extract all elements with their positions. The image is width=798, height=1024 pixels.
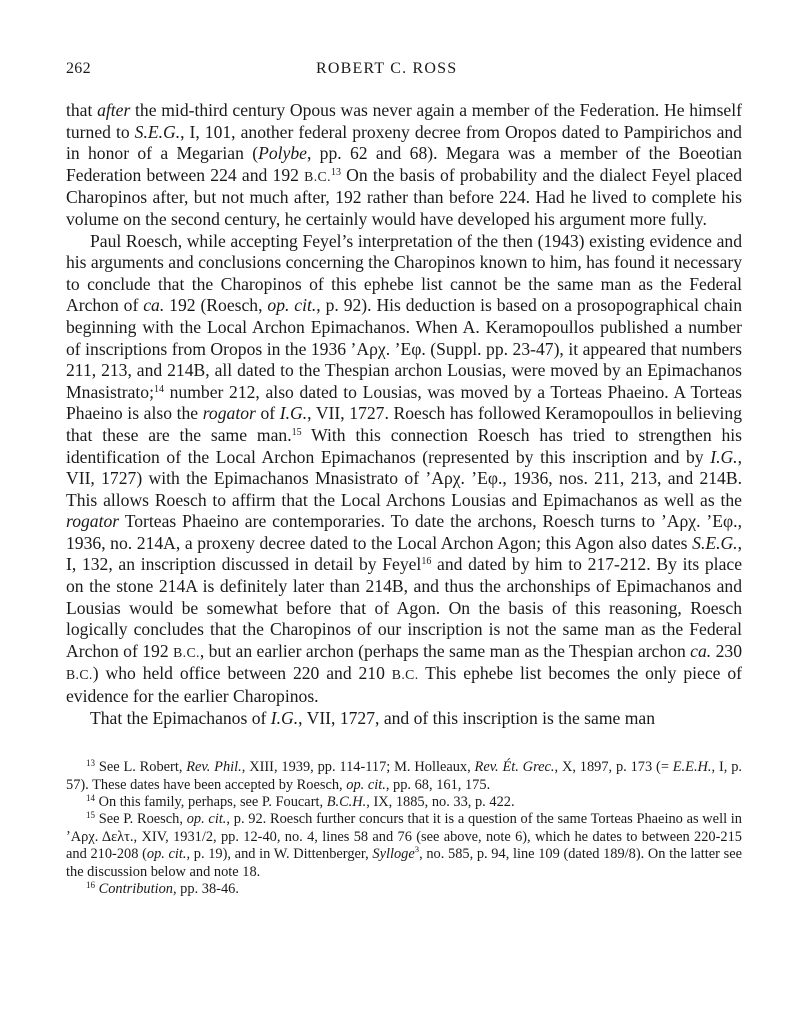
body-text [66,100,742,729]
footnote-16: $^{16}$ Contribution, pp. 38-46. [86,880,239,898]
paragraph-2: Paul Roesch, while accepting Feyel’s interpretation of the then (1943) existing evidence and his arguments and conclusions concerning the Charopinos known to him, has found it necessary to conclude that the Charopinos of this ephebe list cannot be the same man as the Federal Archon of ca. 192 (Roesch, op. cit., p. 92). His deduction is based on a prosopographical chain beginning with the Local Archon Epimachanos. When A. Keramopoullos published a number of inscriptions from Oropos in the 1936 ʼΑρχ. ʼΕφ. (Suppl. pp. 23-47), it appeared that numbers 211, 213, and 214B, all dated to the Thespian archon Lousias, were moved by an Epimachanos Mnasistrato;$^{14}$ number 212, also dated to Lousias, was moved by a Torteas Phaeino. A Torteas Phaeino is also the rogator of I.G., VII, 1727. Roesch has followed Keramopoullos in believing that these are the same man.$^{15}$ With this connection Roesch has tried to strengthen his identification of the Local Archon Epimachanos (represented by this inscription and by I.G., VII, 1727) with the Epimachanos Mnasistrato of ʼΑρχ. ʼΕφ., 1936, nos. 211, 213, and 214B. This allows Roesch to affirm that the Local Archons Lousias and Epimachanos as well as the rogator Torteas Phaeino are contemporaries. To date the archons, Roesch turns to ʼΑρχ. ʼΕφ., 1936, no. 214A, a proxeny decree dated to the Local Archon Agon; this Agon also dates S.E.G., I, 132, an inscription discussed in detail by Feyel$^{16}$ and dated by him to 217-212. By its place on the stone 214A is definitely later than 214B, and thus the archonships of Epimachanos and Lousias would be somewhat before that of Agon. On the basis of this reasoning, Roesch logically concludes that the Charopinos of our inscription is not the same man as the Federal Archon of 192 B.C., but an earlier archon (perhaps the same man as the Thespian archon ca. 230 B.C.) who held office between 220 and 210 B.C. This ephebe list becomes the only piece of evidence for the earlier Charopinos. [66,230,743,707]
footnote-ref-16: 16 [421,556,432,568]
page-number: 262 [66,60,91,77]
footnote-ref-13: 13 [330,166,341,178]
footnote-15: $^{15}$ See P. Roesch, op. cit., p. 92. Roesch further concurs that it is a question of the same Torteas Phaeino as well in ʼΑρχ. Δελτ., XIV, 1931/2, pp. 12-40, no. 4, lines 58 and 76 (see above, note 6), which he dates to between 220-215 and 210-208 (op. cit., p. 19), and in W. Dittenberger, Sylloge$^3$, no. 585, p. 94, line 109 (dated 189/8). On the latter see the discussion below and note 18. [66,810,743,880]
footnote-13: $^{13}$ See L. Robert, Rev. Phil., XIII, 1939, pp. 114-117; M. Holleaux, Rev. Ét. Grec., X, 1897, p. 173 (= E.E.H., I, p. 57). These dates have been accepted by Roesch, op. cit., pp. 68, 161, 175. [66,758,742,793]
footnote-ref-14: 14 [153,383,164,395]
footnote-ref-15: 15 [291,426,302,438]
paragraph-1: that after the mid-third century Opous was never again a member of the Federation. He himself turned to S.E.G., I, 101, another federal proxeny decree from Oropos dated to Pampirichos and in honor of a Megarian (Polybe, pp. 62 and 68). Megara was a member of the Boeotian Federation between 224 and 192 B.C.$^{13}$ On the basis of probability and the dialect Feyel placed Charopinos after, but not much after, 192 rather than before 224. Had he lived to complete his volume on the second century, he certainly would have developed his argument more fully. [66,100,743,229]
footnote-14: $^{14}$ On this family, perhaps, see P. Foucart, B.C.H., IX, 1885, no. 33, p. 422. [86,793,515,811]
running-head [66,60,742,86]
footnotes [66,759,742,898]
page [66,60,742,898]
running-head-author: ROBERT C. ROSS [316,60,458,77]
paragraph-3: That the Epimachanos of I.G., VII, 1727, and of this inscription is the same man [90,707,656,728]
